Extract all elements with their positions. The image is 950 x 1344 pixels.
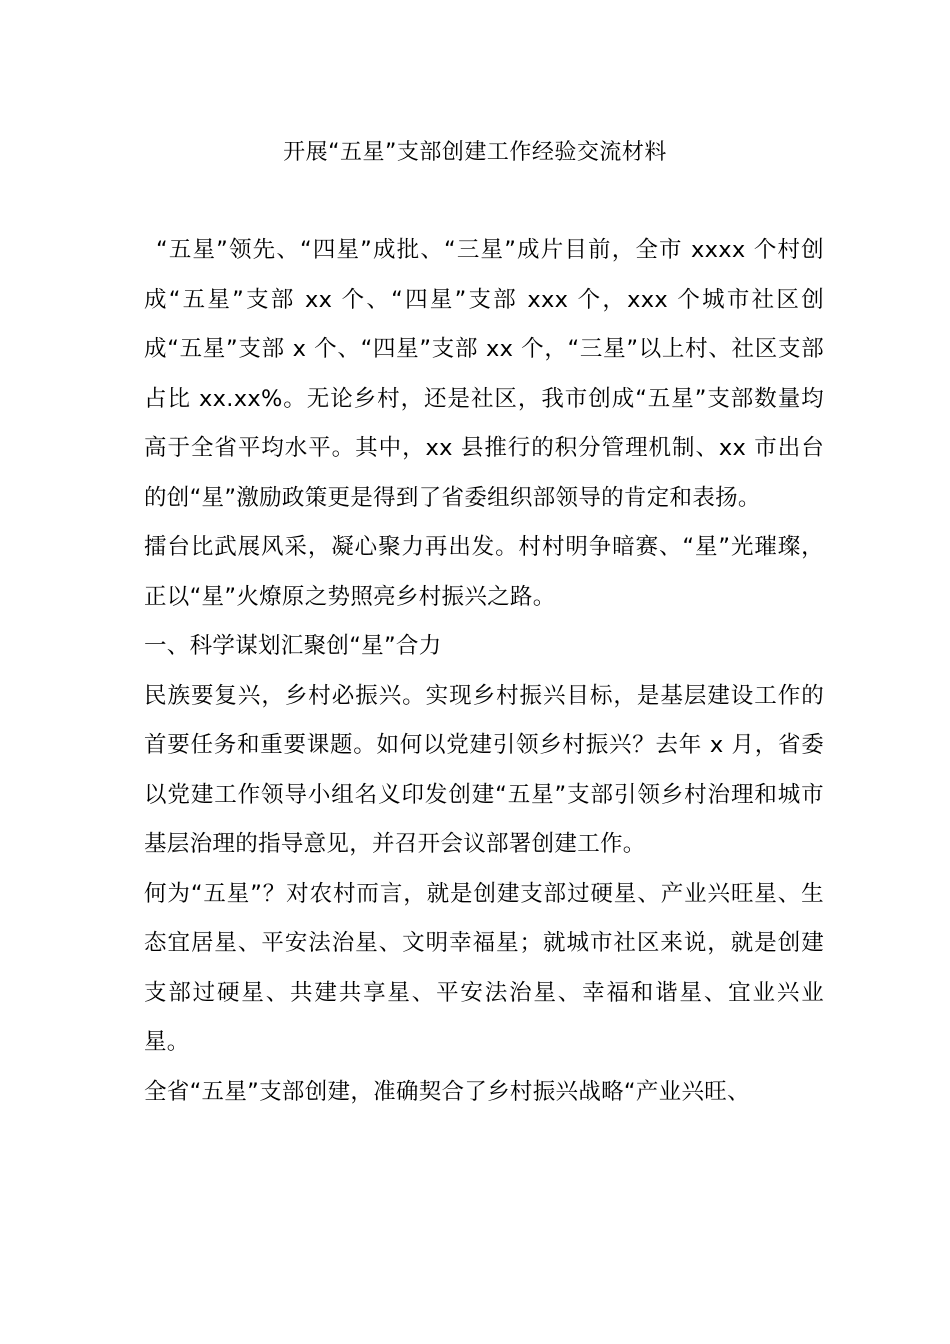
- paragraph-achievements: “五星”领先、“四星”成批、“三星”成片目前，全市 xxxx 个村创成“五星”支部 xx 个、“四星”支部 xxx 个，xxx 个城市社区创成“五星”支部 x 个、“四星”支部 xx 个，“三星”以上村、社区支部占比 xx.xx%。无论乡村，还是社区，我市创成“五星”支部数量均高于全省平均水平。其中，xx 县推行的积分管理机制、xx 市出台的创“星”激励政策更是得到了省委组织部领导的肯定和表扬。: [144, 237, 824, 511]
- paragraph-five-stars-definition: 何为“五星”？对农村而言，就是创建支部过硬星、产业兴旺星、生态宜居星、平安法治星、文明幸福星；就城市社区来说，就是创建支部过硬星、共建共享星、平安法治星、幸福和谐星、宜业兴业星。: [144, 880, 824, 1055]
- paragraph-province-creation: 全省“五星”支部创建，准确契合了乡村振兴战略“产业兴旺、: [144, 1078, 750, 1105]
- document-title: 开展“五星”支部创建工作经验交流材料: [283, 140, 667, 165]
- paragraph-rural-revitalization: 民族要复兴，乡村必振兴。实现乡村振兴目标，是基层建设工作的首要任务和重要课题。如何以党建引领乡村振兴？去年 x 月，省委以党建工作领导小组名义印发创建“五星”支部引领乡村治理和城市基层治理的指导意见，并召开会议部署创建工作。: [144, 682, 824, 857]
- section-heading-1: 一、科学谋划汇聚创“星”合力: [144, 633, 442, 659]
- paragraph-competition: 擂台比武展风采，凝心聚力再出发。村村明争暗赛、“星”光璀璨，正以“星”火燎原之势照亮乡村振兴之路。: [144, 534, 824, 610]
- document-body: [144, 226, 824, 1117]
